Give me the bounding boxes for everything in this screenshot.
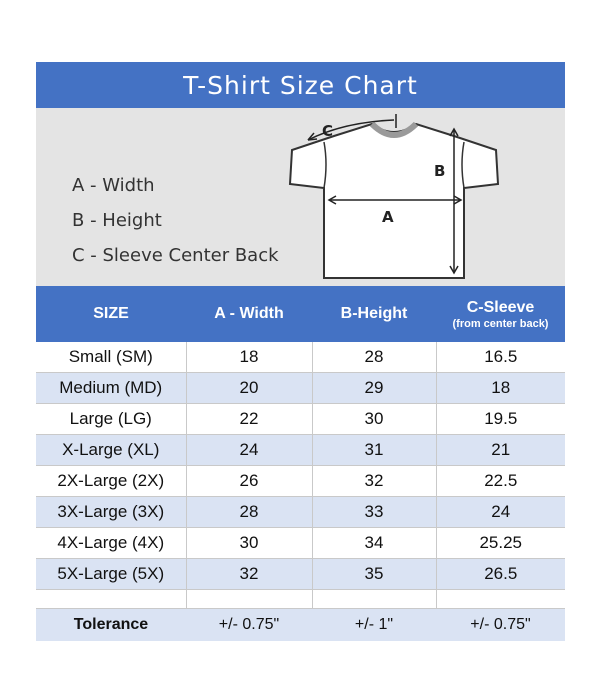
sleeve-cell: 18 — [436, 373, 565, 404]
sleeve-cell: 26.5 — [436, 559, 565, 590]
legend-item-sleeve: C - Sleeve Center Back — [72, 245, 279, 266]
tolerance-width: +/- 0.75" — [186, 609, 312, 642]
size-cell: 4X-Large (4X) — [36, 528, 186, 559]
table-row — [36, 559, 565, 590]
header-height: B-Height — [312, 286, 436, 342]
sleeve-cell: 19.5 — [436, 404, 565, 435]
header-sleeve-label: C-Sleeve — [466, 298, 535, 316]
width-cell: 28 — [186, 497, 312, 528]
measurement-diagram — [36, 108, 565, 286]
width-cell: 26 — [186, 466, 312, 497]
size-cell: Medium (MD) — [36, 373, 186, 404]
size-cell: 3X-Large (3X) — [36, 497, 186, 528]
size-table — [36, 286, 565, 641]
label-c: C — [322, 122, 334, 140]
table-header-row — [36, 286, 565, 342]
size-cell: X-Large (XL) — [36, 435, 186, 466]
height-cell: 34 — [312, 528, 436, 559]
tolerance-label: Tolerance — [36, 609, 186, 642]
width-cell: 24 — [186, 435, 312, 466]
size-cell: 5X-Large (5X) — [36, 559, 186, 590]
tshirt-diagram-icon — [264, 114, 524, 282]
header-size: SIZE — [36, 286, 186, 342]
width-cell: 18 — [186, 342, 312, 373]
blank-cell — [186, 590, 312, 609]
blank-row — [36, 590, 565, 609]
width-cell: 22 — [186, 404, 312, 435]
height-cell: 30 — [312, 404, 436, 435]
label-a: A — [382, 208, 394, 226]
width-cell: 20 — [186, 373, 312, 404]
header-sleeve-sub: (from center back) — [452, 317, 549, 330]
sleeve-cell: 21 — [436, 435, 565, 466]
tolerance-row — [36, 609, 565, 642]
table-row — [36, 404, 565, 435]
legend-item-width: A - Width — [72, 175, 155, 196]
height-cell: 32 — [312, 466, 436, 497]
legend-item-height: B - Height — [72, 210, 162, 231]
sleeve-cell: 22.5 — [436, 466, 565, 497]
header-width: A - Width — [186, 286, 312, 342]
table-row — [36, 342, 565, 373]
table-row — [36, 466, 565, 497]
size-cell: Small (SM) — [36, 342, 186, 373]
height-cell: 35 — [312, 559, 436, 590]
size-cell: Large (LG) — [36, 404, 186, 435]
header-sleeve — [436, 286, 565, 342]
chart-title: T-Shirt Size Chart — [36, 62, 565, 108]
height-cell: 28 — [312, 342, 436, 373]
tolerance-height: +/- 1" — [312, 609, 436, 642]
width-cell: 30 — [186, 528, 312, 559]
tolerance-sleeve: +/- 0.75" — [436, 609, 565, 642]
height-cell: 33 — [312, 497, 436, 528]
height-cell: 29 — [312, 373, 436, 404]
size-cell: 2X-Large (2X) — [36, 466, 186, 497]
blank-cell — [36, 590, 186, 609]
sleeve-cell: 16.5 — [436, 342, 565, 373]
height-cell: 31 — [312, 435, 436, 466]
measurement-legend — [72, 174, 279, 279]
table-row — [36, 373, 565, 404]
size-chart — [36, 62, 565, 641]
sleeve-cell: 25.25 — [436, 528, 565, 559]
blank-cell — [312, 590, 436, 609]
blank-cell — [436, 590, 565, 609]
table-row — [36, 435, 565, 466]
sleeve-cell: 24 — [436, 497, 565, 528]
width-cell: 32 — [186, 559, 312, 590]
table-row — [36, 528, 565, 559]
table-row — [36, 497, 565, 528]
label-b: B — [434, 162, 446, 180]
